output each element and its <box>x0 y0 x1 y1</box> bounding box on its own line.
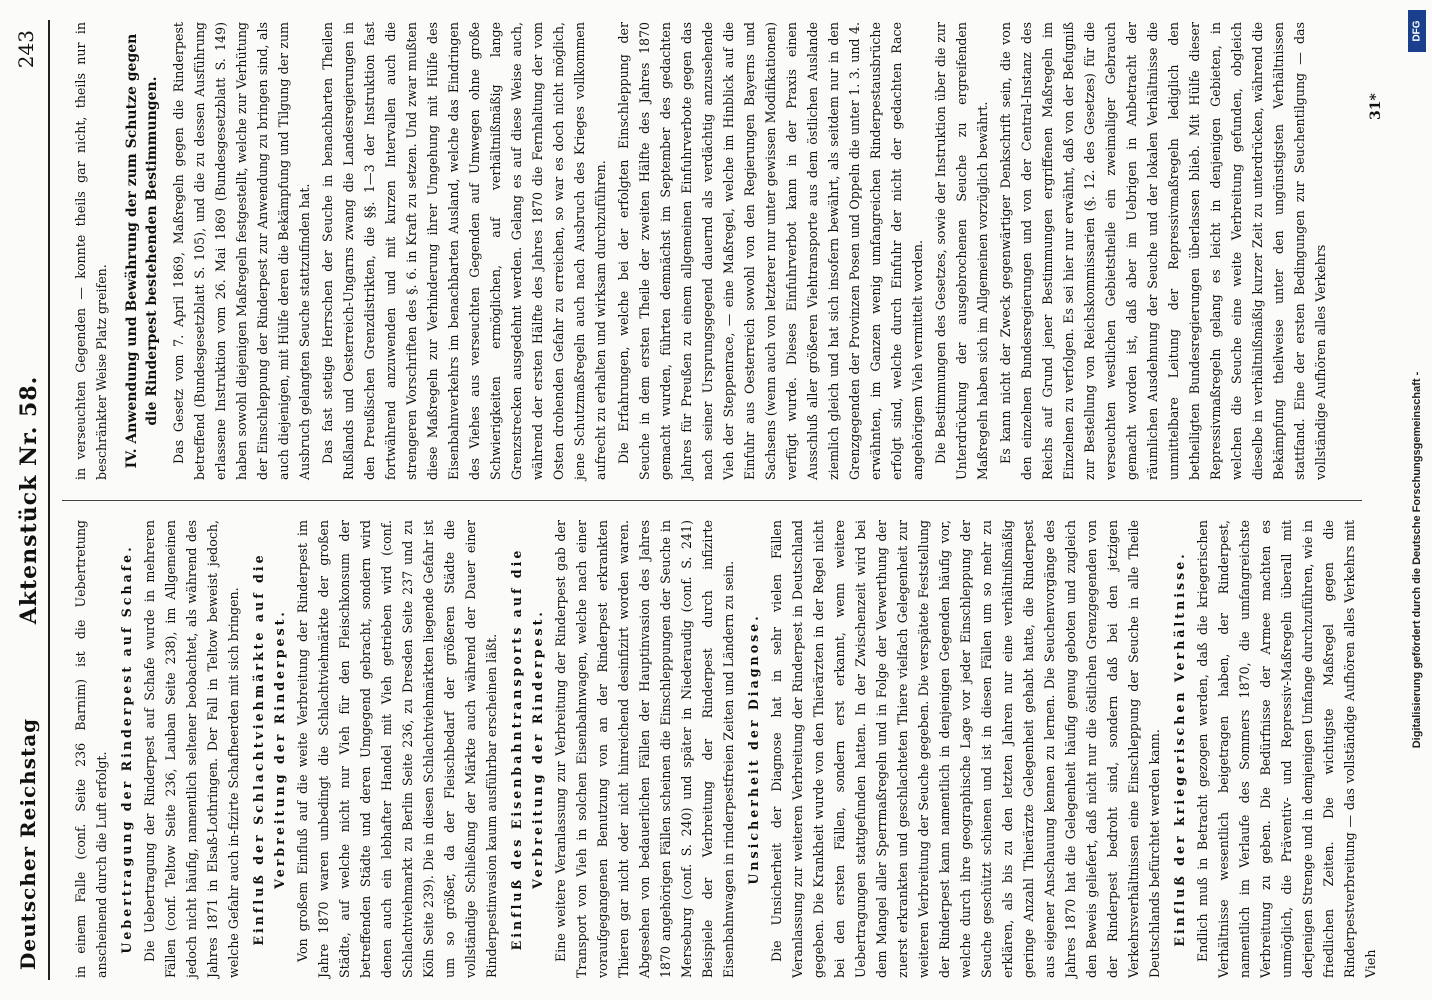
left-column <box>70 520 1378 978</box>
paragraph: in einem Falle (conf. Seite 236 Barnim) ist die Uebertretung anscheinend durch die Luft erfolgt. <box>73 520 109 978</box>
header-page-number: 243 <box>14 30 38 69</box>
paragraph: Endlich muß in Betracht gezogen werden, daß die kriegerischen Verhältnisse wesentlich beigetragen haben, der Rinderpest, namentlich im Verlaufe des Sommers 1870, die umfangreichste Verbreitung zu geben. Die Bedürfnisse der Armee machten es unmöglich, die Präventiv- und Repressiv-Maßregeln überall mit derjenigen Strenge und in demjenigen Umfange durchzuführen, wie in friedlichen Zeiten. Die wichtigste Maßregel gegen die Rinderpestverbreitung — das vollständige Aufhören alles Verkehrs mit Vieh <box>1195 520 1378 978</box>
subheading: Unsicherheit der Diagnose. <box>746 613 761 885</box>
header-publication: Deutscher Reichstag <box>16 717 40 970</box>
right-column <box>70 22 1360 480</box>
dfg-logo-text: DFG <box>1411 20 1423 42</box>
dfg-logo <box>1408 10 1426 52</box>
digitization-credit <box>1404 0 1430 1000</box>
paragraph: Von großem Einfluß auf die weite Verbreitung der Rinderpest im Jahre 1870 waren unbedingt die Schlachtviehmärkte der großen Städte, auf welche nicht nur Vieh für den Fleischkonsum der betreffenden Städte und deren Umgegend gebracht, sondern wird denen auch ein lebhafter Handel mit Vieh getrieben wird (conf. Schlachtviehmarkt zu Berlin Seite 236, zu Dresden Seite 237 und zu Köln Seite 239). Die in diesen Schlachtviehmärkten liegende Gefahr ist um so größer, da der Fleischbedarf der größeren Städte die vollständige Schließung der Märkte auch während der Dauer einer Rinderpestinvasion kaum ausführbar erscheinen läßt. <box>295 520 499 978</box>
paragraph: Die Erfahrungen, welche bei der erfolgten Einschleppung der Seuche in dem ersten Theile der zweiten Hälfte des Jahres 1870 gemacht wurden, führten demnächst im September des gedachten Jahres für Preußen zu einem allgemeinen Einfuhrverbote gegen das nach seiner Ursprungsgegend dauernd als verdächtig anzusehende Vieh der Steppenrace, — eine Maßregel, welche im Hinblick auf die Einfuhr aus Oesterreich sowohl von den Regierungen Bayerns und Sachsens (wenn auch von letzterer nur unter gewissen Modifikationen) verfügt wurde. Dieses Einfuhrverbot kann in der Praxis einen Ausschluß aller größeren Viehtransporte aus dem östlichen Auslande ziemlich gleich und hat sich insofern bewährt, als seitdem nur in den Grenzgegenden der Provinzen Posen und Oppeln die unter 1. 3. und 4. erwähnten, im Ganzen wenig umfangreichen Rinderpestausbrüche erfolgt sind, welche durch Einfuhr der nicht der gedachten Race angehörigem Vieh vermittelt worden. <box>616 22 925 480</box>
paragraph: Das fast stetige Herrschen der Seuche in benachbarten Theilen Rußlands und Oesterreich-Ungarns zwang die Landesregierungen in den Preußischen Grenzdistrikten, die §§. 1—3 der Instruktion fast fortwährend anzuwenden und mit kurzen Intervallen auch die strengeren Vorschriften des §. 6. in Kraft zu setzen. Und zwar mußten diese Maßregeln zur Verhinderung ihrer Umgehung mit Hülfe des Eisenbahnverkehrs im benachbarten Ausland, welche das Eindringen des Viehes aus verseuchten Gegenden auf Umwegen ohne große Schwierigkeiten ermöglichen, auf verhältnißmäßig lange Grenzstrecken ausgedehnt werden. Gelang es auf diese Weise auch, während der ersten Hälfte des Jahres 1870 die Fernhaltung der vom Osten drohenden Gefahr zu erreichen, so war es doch nicht möglich, jene Schutzmaßregeln auch nach Ausbruch des Krieges vollkommen aufrecht zu erhalten und wirksam durchzuführen. <box>320 22 608 480</box>
subheading: Uebertragung der Rinderpest auf Schafe. <box>119 544 134 954</box>
paragraph: Das Gesetz vom 7. April 1869, Maßregeln gegen die Rinderpest betreffend (Bundesgesetzblatt S. 105), und die zu dessen Ausführung erlassene Instruktion vom 26. Mai 1869 (Bundesgesetzblatt S. 149) haben sowohl diejenigen Maßregeln festgestellt, welche zur Verhütung der Einschleppung der Rinderpest zur Anwendung zu bringen sind, als auch diejenigen, mit Hülfe deren die Bekämpfung und Tilgung der zum Ausbruch gelangten Seuche stattzufinden hat. <box>171 22 312 480</box>
page-header <box>8 20 50 980</box>
header-document-number: Aktenstück Nr. 58. <box>16 375 42 625</box>
paragraph: in verseuchten Gegenden — konnte theils gar nicht, theils nur in beschränkter Weise Platz greifen. <box>73 22 109 480</box>
paragraph: Die Unsicherheit der Diagnose hat in sehr vielen Fällen Veranlassung zur weiteren Verbreitung der Rinderpest in Deutschland gegeben. Die Krankheit wurde von den Thierärzten in der Regel nicht bei den ersten Fällen, sondern erst erkannt, wenn weitere Uebertragungen stattgefunden hatten. In der Zwischenzeit wird bei dem Mangel aller Sperrmaßregeln und in Folge der Verwerthung der zuerst erkrankten und geschlachteten Thiere vielfach Gelegenheit zur weiteren Verbreitung der Seuche gegeben. Die verspätete Feststellung der Rinderpest kann namentlich in denjenigen Gegenden häufig vor, welche durch ihre geographische Lage vor jeder Einschleppung der Seuche geschützt schienen und ist in diesen Fällen um so mehr zu erklären, als bis zu den letzten Jahren nur eine verhältnißmäßig geringe Anzahl Thierärzte Gelegenheit gehabt hatte, die Rinderpest aus eigener Anschauung kennen zu lernen. Die Seuchenvorgänge des Jahres 1870 hat die Gelegenheit häufig genug geboten und zugleich den Beweis geliefert, daß nicht nur die östlichen Grenzgegenden von der Rinderpest bedroht sind, sondern daß bei den jetzigen Verkehrsverhältnissen eine Einschleppung der Seuche in alle Theile Deutschlands befürchtet werden kann. <box>769 520 1162 978</box>
paragraph: Eine weitere Veranlassung zur Verbreitung der Rinderpest gab der Transport von Vieh in solchen Eisenbahnwagen, welche nach einer voraufgegangenen Benutzung von an der Rinderpest erkrankten Thieren gar nicht oder nicht hinreichend desinfizirt worden waren. Abgesehen von bedauerlichen Fällen der Hauptinvasion des Jahres 1870 angehörigen Fällen scheinen die Einschleppungen der Seuche in Merseburg (conf. S. 240) und später in Niederaudig (conf. S. 241) Beispiele der Verbreitung der Rinderpest durch infizirte Eisenbahnwagen in rinderpestfreien Zeiten und Ländern zu sein. <box>553 520 736 978</box>
paragraph: Die Bestimmungen des Gesetzes, sowie der Instruktion über die zur Unterdrückung der ausgebrochenen Seuche zu ergreifenden Maßregeln haben sich im Allgemeinen vorzüglich bewährt. <box>933 22 990 480</box>
subheading: Einfluß der kriegerischen Verhältnisse. <box>1172 551 1187 947</box>
section-title: IV. Anwendung und Bewährung der zum Schutze gegen die Rinderpest bestehenden Bestimmungen. <box>124 33 160 469</box>
column-divider <box>62 500 1362 501</box>
subheading: Einfluß der Schlachtviehmärkte auf die Verbreitung der Rinderpest. <box>251 552 287 946</box>
paragraph: Die Uebertragung der Rinderpest auf Schafe wurde in mehreren Fällen (conf. Teltow Seite 236, Lauban Seite 238), im Allgemeinen jedoch nicht häufig, namentlich seltener beobachtet, als während des Jahres 1871 in Elsaß-Lothringen. Der Fall in Teltow beweist jedoch, welche Gefahr auch in-fizirte Schafheerden mit sich bringen. <box>142 520 241 978</box>
credit-text: Digitalisierung gefördert durch die Deutsche Forschungsgemeinschaft - <box>1411 371 1423 749</box>
paragraph: Es kann nicht der Zweck gegenwärtiger Denkschrift sein, die von den einzelnen Bundesregierungen und von der Central-Instanz des Reichs auf Grund jener Bestimmungen ergriffenen Maßregeln im Einzelnen zu verfolgen. Es sei hier nur erwähnt, daß von der Befugniß zur Bestellung von Reichskommissarien (§. 12. des Gesetzes) für die verseuchten westlichen Gebietstheile ein zweimaliger Gebrauch gemacht worden ist, daß aber im Uebrigen in Anbetracht der räumlichen Ausdehnung der Seuche und der lokalen Verhältnisse die unmittelbare Leitung der Repressivmaßregeln lediglich den betheiligten Bundesregierungen überlassen blieb. Mit Hülfe dieser Repressivmaßregeln gelang es leicht in denjenigen Gebieten, in welchen die Seuche eine weite Verbreitung gefunden, obgleich dieselbe in verhältnißmäßig kurzer Zeit zu unterdrücken, während die Bekämpfung theilweise unter den ungünstigsten Verhältnissen stattfand. Eine der ersten Bedingungen zur Seuchentilgung — das vollständige Aufhören alles Verkehrs <box>998 22 1328 480</box>
signature-mark: 31* <box>1368 93 1384 120</box>
subheading: Einfluß des Eisenbahntransports auf die Verbreitung der Rinderpest. <box>509 547 545 951</box>
